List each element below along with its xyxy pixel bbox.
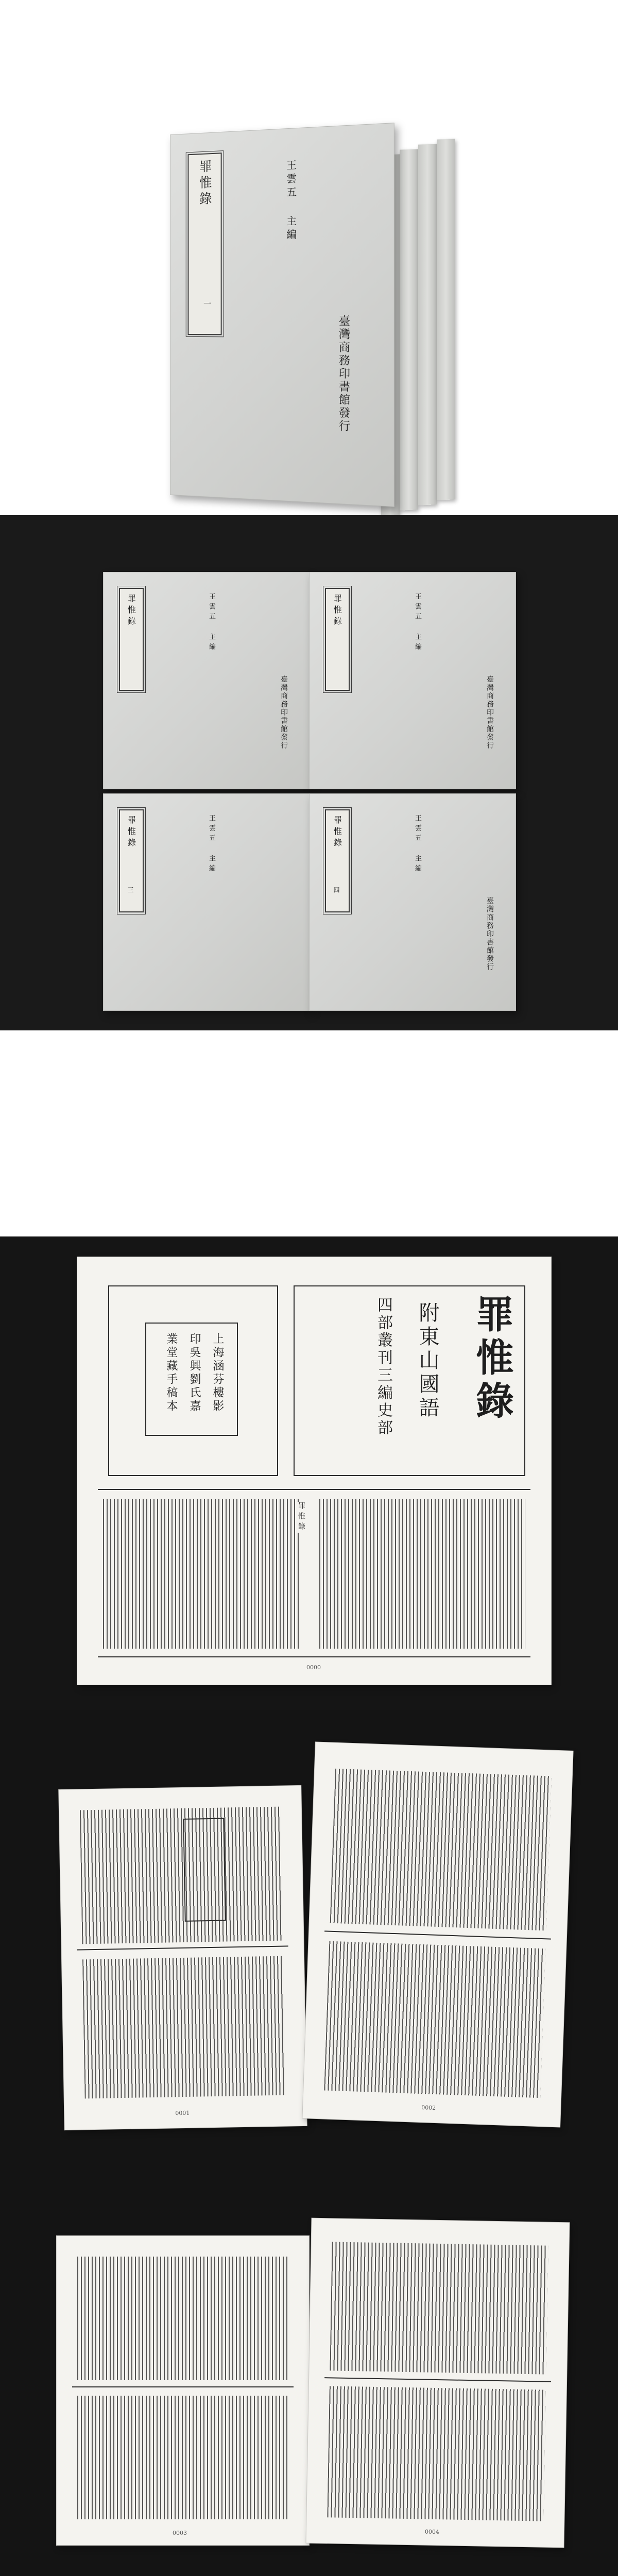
source-note-line-3: 業堂藏手稿本 bbox=[165, 1333, 178, 1413]
front-cover bbox=[170, 123, 394, 507]
subtitle: 附東山國語 bbox=[416, 1302, 439, 1420]
editor-line: 王雲五 主編 bbox=[284, 159, 297, 243]
cover-vol-3: 罪惟錄 三 王雲五 主編 bbox=[103, 793, 310, 1011]
source-note-line-2: 印吳興劉氏嘉 bbox=[188, 1333, 201, 1413]
right-page: 0004 bbox=[306, 2218, 570, 2548]
title-page-sheet bbox=[77, 1257, 551, 1685]
text-block-right bbox=[319, 1499, 525, 1649]
left-page: 0001 bbox=[59, 1786, 306, 2130]
volume-spine bbox=[437, 139, 455, 500]
source-note-frame bbox=[108, 1285, 278, 1476]
source-note-line-1: 上海涵芬樓影 bbox=[211, 1333, 224, 1413]
photo-open-spread-2 bbox=[0, 2164, 618, 2576]
title-frame bbox=[294, 1285, 525, 1476]
photo-title-page bbox=[0, 1236, 618, 1710]
page-number: 0000 bbox=[306, 1664, 321, 1671]
section-tag: 罪惟錄 bbox=[297, 1502, 305, 1533]
volume-spine bbox=[400, 149, 418, 510]
right-page: 0002 bbox=[302, 1742, 573, 2127]
volume-number: 一 bbox=[202, 299, 212, 308]
text-block-left bbox=[103, 1499, 299, 1649]
cover-vol-2: 罪惟錄 王雲五 主編 臺灣商務印書館發行 bbox=[309, 572, 516, 789]
left-page: 0003 bbox=[57, 2236, 309, 2545]
photo-open-spread-1 bbox=[0, 1710, 618, 2164]
cover-vol-4: 罪惟錄 四 王雲五 主編 臺灣商務印書館發行 bbox=[309, 793, 516, 1011]
series-line: 四部叢刊三編史部 bbox=[374, 1297, 392, 1437]
volume-spine bbox=[418, 144, 437, 505]
photo-box-set bbox=[0, 0, 618, 515]
cover-title: 罪惟錄 bbox=[197, 159, 212, 208]
photo-four-covers bbox=[0, 515, 618, 1030]
main-title: 罪惟錄 bbox=[470, 1294, 514, 1424]
cover-vol-1: 罪惟錄 王雲五 主編 臺灣商務印書館發行 bbox=[103, 572, 310, 789]
publisher-line: 臺灣商務印書館發行 bbox=[337, 315, 350, 433]
